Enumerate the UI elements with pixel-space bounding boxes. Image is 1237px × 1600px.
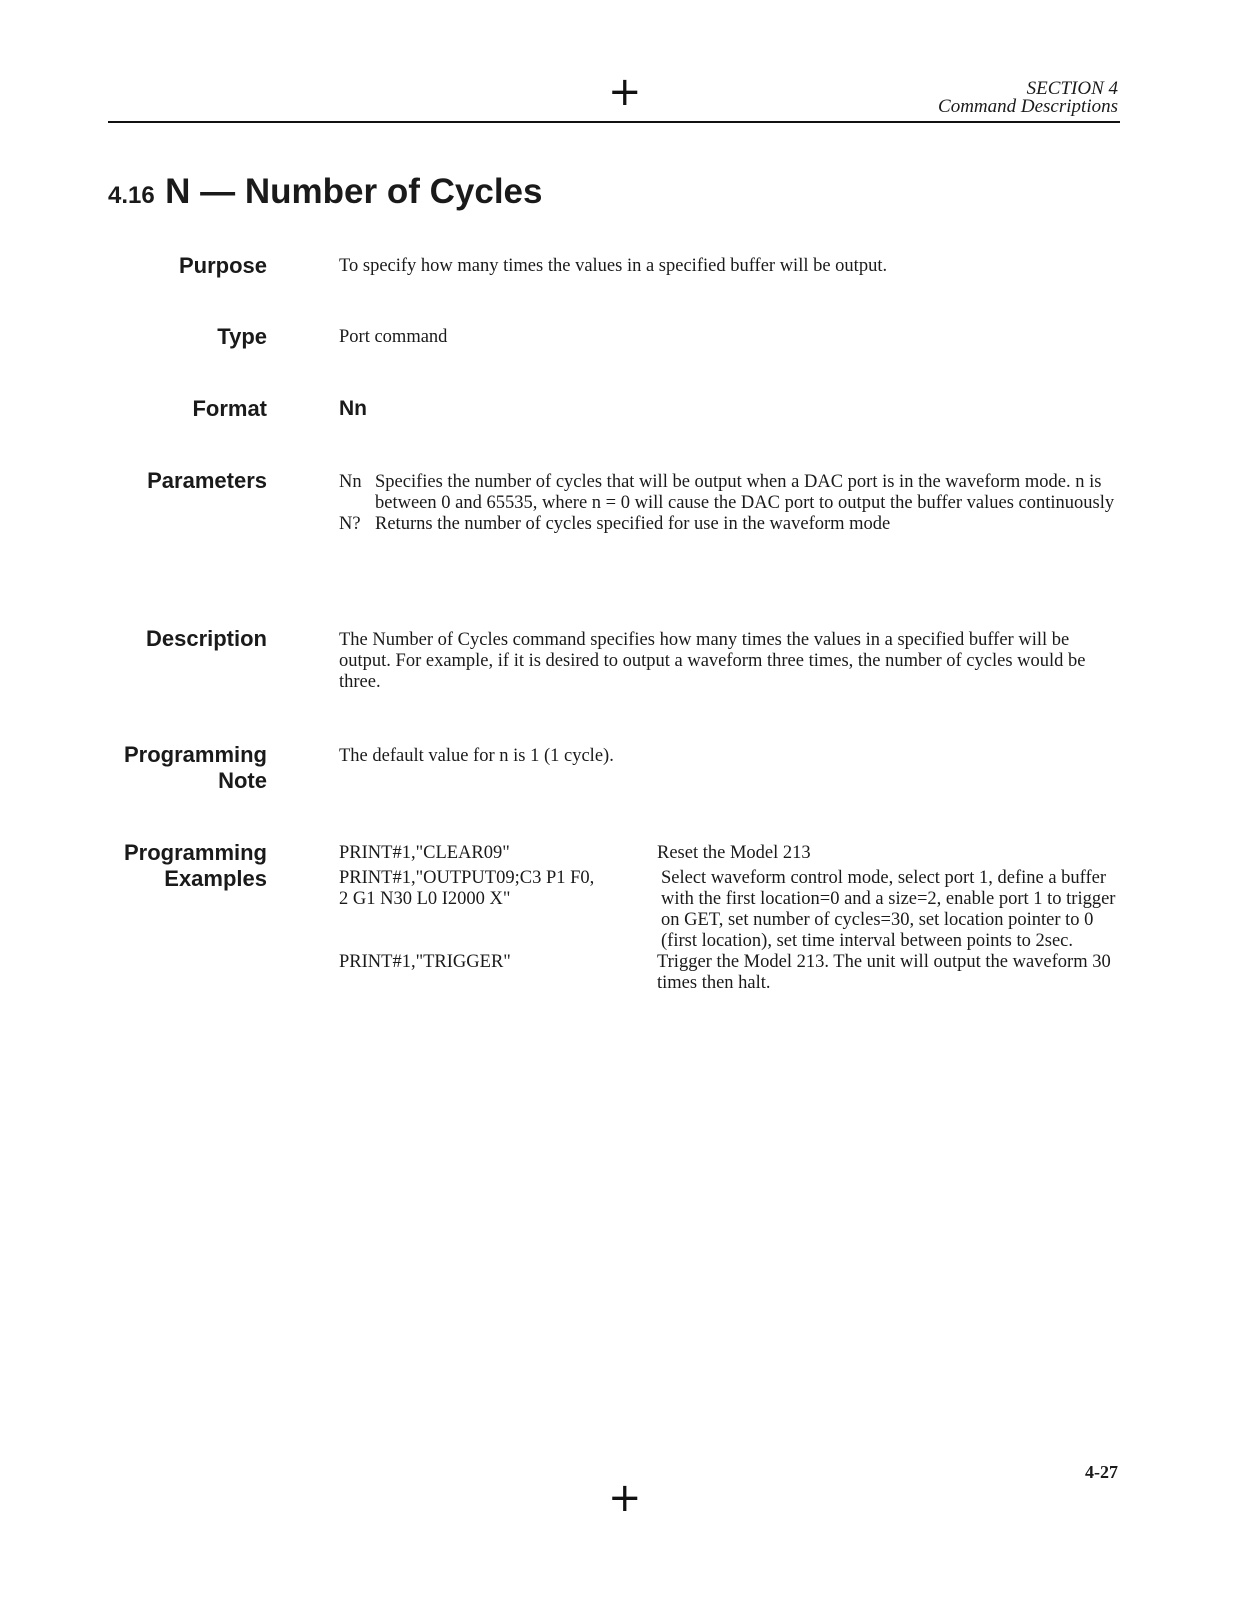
format-label: Format (192, 396, 267, 421)
programming-note-label-line2: Note (218, 768, 267, 793)
programming-examples-label (67, 840, 267, 892)
description-label: Description (145, 626, 267, 651)
programming-note-text: The default value for n is 1 (1 cycle). (339, 746, 614, 766)
programming-examples-table (339, 843, 1121, 994)
registration-mark-bottom: + (608, 1475, 642, 1521)
programming-examples-label-line2: Examples (164, 866, 267, 891)
parameter-code: Nn (339, 472, 362, 492)
example-command: PRINT#1,"TRIGGER" (339, 952, 511, 972)
example-command: PRINT#1,"CLEAR09" (339, 843, 510, 863)
example-description: Trigger the Model 213. The unit will output the waveform 30 times then halt. (657, 952, 1111, 993)
format-code: Nn (339, 397, 367, 420)
type-label: Type (217, 324, 267, 349)
section-title (108, 172, 542, 212)
parameters-label: Parameters (147, 468, 267, 493)
example-command: PRINT#1,"OUTPUT09;C3 P1 F0, 2 G1 N30 L0 I2000 X" (339, 868, 595, 909)
example-row (339, 868, 1121, 952)
parameter-code: N? (339, 514, 361, 534)
parameters-list (339, 472, 1121, 535)
header-rule (108, 121, 1120, 123)
section-number: 4.16 (108, 182, 155, 209)
example-row (339, 952, 1121, 994)
type-text: Port command (339, 327, 448, 347)
section-heading: N — Number of Cycles (165, 172, 543, 211)
parameter-item (339, 472, 1121, 514)
parameter-description: Specifies the number of cycles that will be output when a DAC port is in the waveform mode. n is between 0 and 65535, where n = 0 will cause the DAC port to output the buffer values continuously (375, 472, 1115, 513)
parameter-item (339, 514, 1121, 535)
programming-examples-label-line1: Programming (123, 840, 267, 865)
page-number: 4-27 (1085, 1462, 1118, 1482)
purpose-text: To specify how many times the values in a specified buffer will be output. (339, 256, 888, 276)
purpose-label: Purpose (178, 253, 267, 278)
parameter-description: Returns the number of cycles specified for use in the waveform mode (375, 514, 891, 534)
example-description: Reset the Model 213 (657, 843, 811, 863)
running-header (938, 80, 1118, 116)
header-subtitle: Command Descriptions (938, 96, 1118, 117)
registration-mark-top: + (608, 69, 642, 115)
example-description: Select waveform control mode, select port 1, define a buffer with the first location=0 and a size=2, enable port 1 to trigger on GET, set number of cycles=30, set location pointer to 0 (first location), set time interval between points to 2sec. (661, 868, 1116, 951)
programming-note-label (67, 742, 267, 794)
example-row (339, 843, 1121, 864)
description-text: The Number of Cycles command specifies how many times the values in a specified buffer will be output. For example, if it is desired to output a waveform three times, the number of cycles would be three. (339, 630, 1086, 692)
programming-note-label-line1: Programming (123, 742, 267, 767)
header-section: SECTION 4 (1026, 78, 1118, 99)
